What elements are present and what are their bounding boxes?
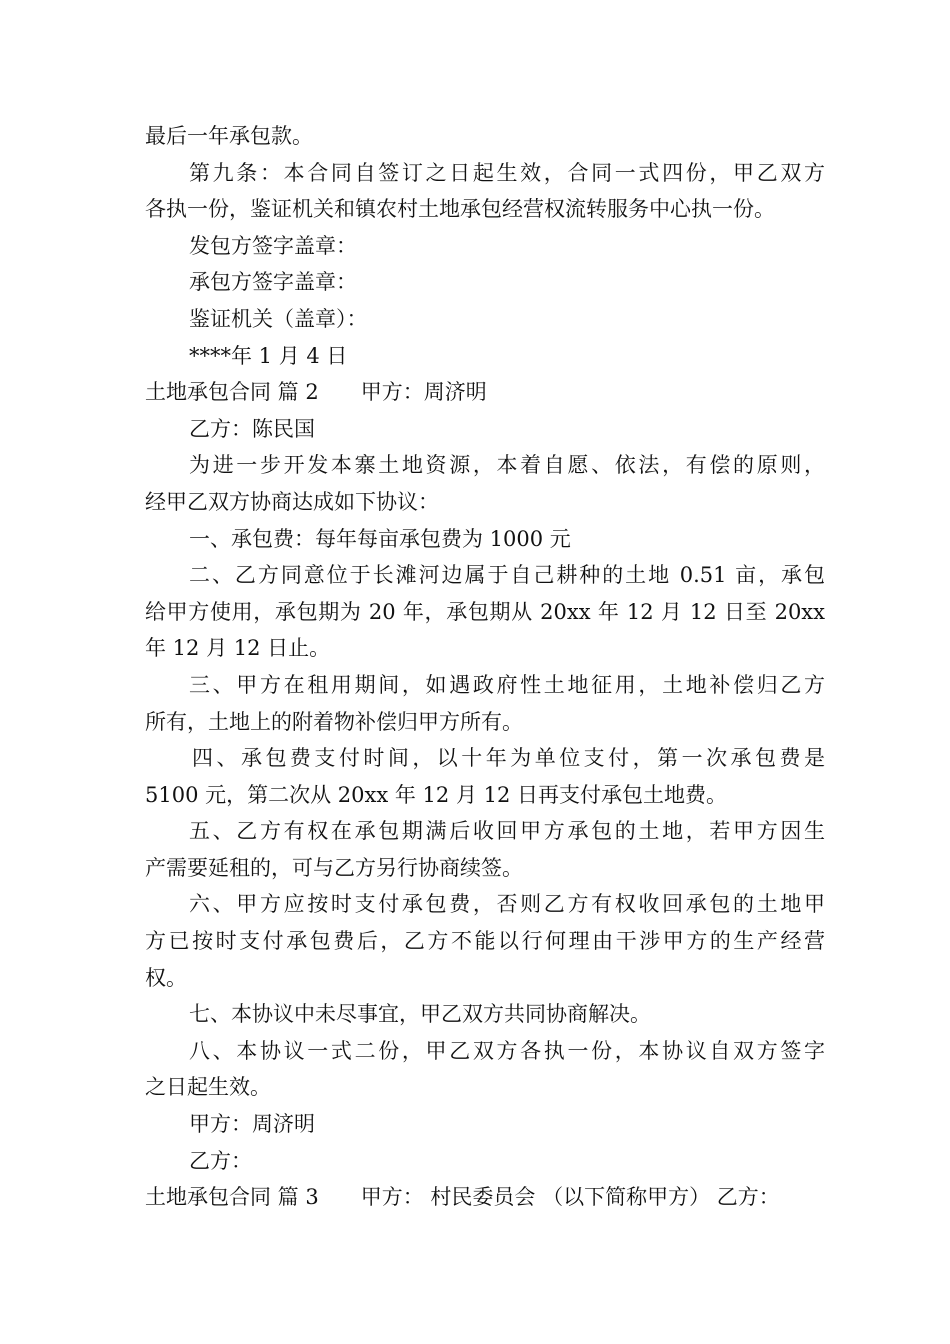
party-b: 乙方：陈民国 [189, 416, 315, 441]
text-line: 方已按时支付承包费后，乙方不能以行何理由干涉甲方的生产经营 [145, 929, 825, 954]
section-heading-line [145, 374, 825, 411]
section-heading-line [145, 1179, 825, 1216]
text-line: 各执一份，鉴证机关和镇农村土地承包经营权流转服务中心执一份。 [145, 197, 775, 222]
signature-line: 鉴证机关（盖章）： [189, 306, 368, 331]
clause-line: 一、承包费：每年每亩承包费为 1000 元 [189, 526, 571, 551]
text-line: 为进一步开发本寨土地资源，本着自愿、依法，有偿的原则， [189, 453, 825, 478]
text-line: 最后一年承包款。 [145, 124, 313, 148]
signature-line: 发包方签字盖章： [189, 233, 357, 258]
text-line: 产需要延租的，可与乙方另行协商续签。 [145, 855, 523, 880]
text-line: 经甲乙双方协商达成如下协议： [145, 489, 439, 514]
clause-line: 八、本协议一式二份，甲乙双方各执一份，本协议自双方签字 [189, 1038, 825, 1063]
clause-line: 六、甲方应按时支付承包费，否则乙方有权收回承包的土地甲 [189, 892, 825, 917]
text-line: 之日起生效。 [145, 1075, 271, 1100]
clause-line: 四、承包费支付时间，以十年为单位支付，第一次承包费是 [192, 746, 825, 771]
section-heading: 土地承包合同 篇 2 [145, 380, 319, 405]
signature-line: 承包方签字盖章： [189, 270, 357, 295]
text-line: 给甲方使用，承包期为 20 年，承包期从 20xx 年 12 月 12 日至 20xx [145, 599, 825, 624]
text-line: 所有，土地上的附着物补偿归甲方所有。 [145, 709, 523, 734]
signature-line: 乙方： [189, 1148, 252, 1173]
clause-line: 五、乙方有权在承包期满后收回甲方承包的土地，若甲方因生 [189, 819, 825, 844]
section-heading: 土地承包合同 篇 3 [145, 1185, 319, 1210]
party-a: 甲方：周济明 [360, 380, 487, 405]
clause-line: 七、本协议中未尽事宜，甲乙双方共同协商解决。 [189, 1002, 651, 1027]
text-line: 5100 元，第二次从 20xx 年 12 月 12 日再支付承包土地费。 [145, 782, 728, 807]
clause-line: 三、甲方在租用期间，如遇政府性土地征用，土地补偿归乙方 [189, 672, 825, 697]
date-line: ****年 1 月 4 日 [189, 343, 348, 368]
party-line: 甲方： 村民委员会 （以下简称甲方） 乙方： [360, 1185, 780, 1210]
document-body [145, 118, 825, 1216]
signature-line: 甲方：周济明 [189, 1112, 315, 1137]
text-line: 年 12 月 12 日止。 [145, 636, 331, 661]
clause-line: 二、乙方同意位于长滩河边属于自己耕种的土地 0.51 亩，承包 [189, 563, 825, 588]
text-line: 权。 [145, 965, 187, 990]
text-line: 第九条：本合同自签订之日起生效，合同一式四份，甲乙双方 [189, 160, 825, 185]
